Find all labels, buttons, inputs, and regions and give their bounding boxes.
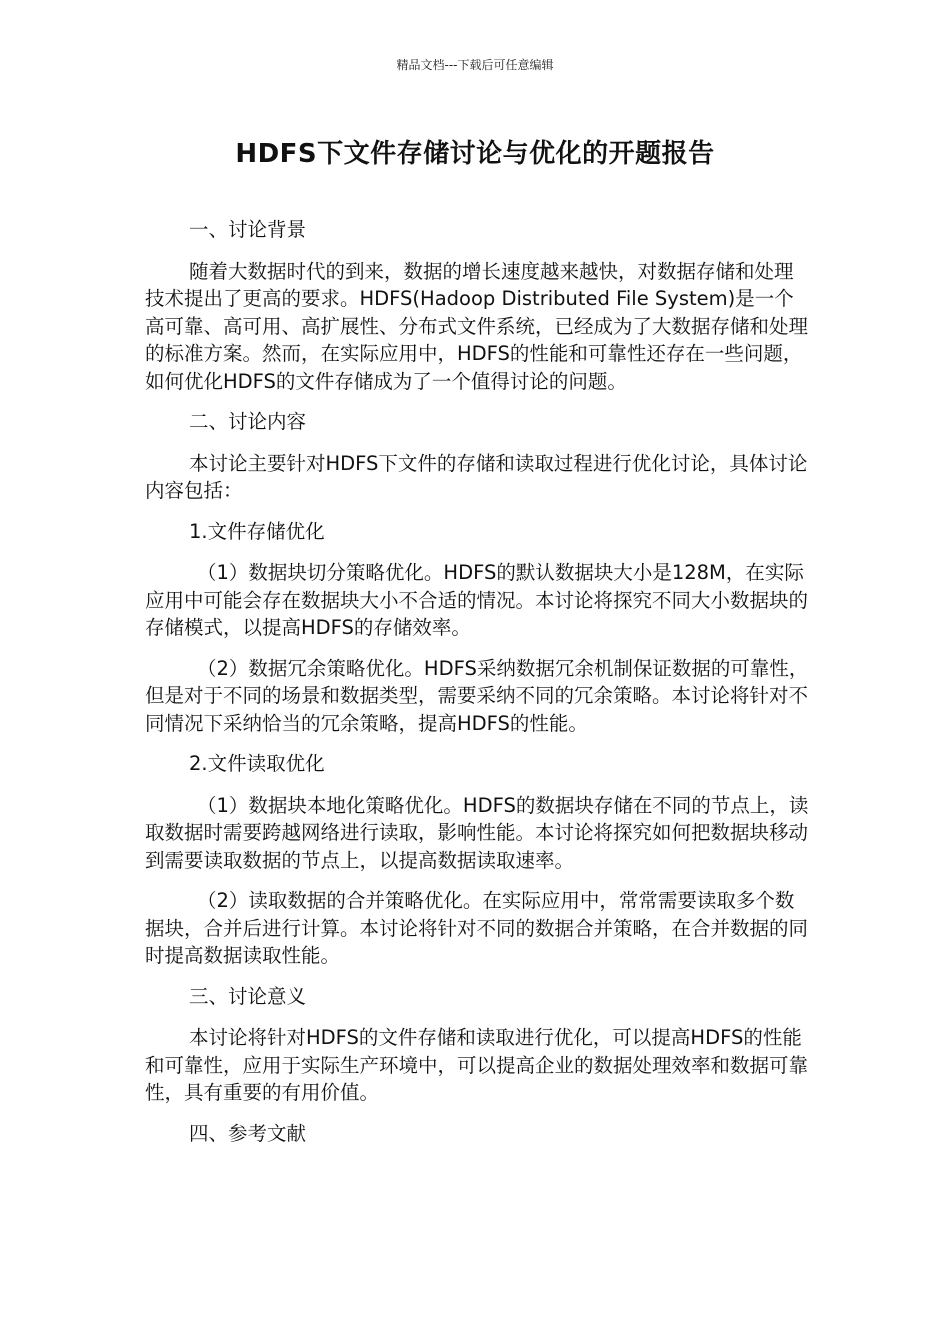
list-item-redundancy: （2）数据冗余策略优化。HDFS采纳数据冗余机制保证数据的可靠性，但是对于不同的场景和数据类型，需要采纳不同的冗余策略。本讨论将针对不同情况下采纳恰当的冗余策略，提高HDFS的性能。 [145, 656, 809, 735]
paragraph-content-intro: 本讨论主要针对HDFS下文件的存储和读取过程进行优化讨论，具体讨论内容包括： [145, 451, 808, 502]
list-item-block-split: （1）数据块切分策略优化。HDFS的默认数据块大小是128M，在实际应用中可能会存在数据块大小不合适的情况。本讨论将探究不同大小数据块的存储模式，以提高HDFS的存储效率。 [145, 561, 809, 639]
section-heading-background: 一、讨论背景 [189, 218, 307, 241]
document-body [145, 216, 810, 1161]
subsection-heading-storage: 1.文件存储优化 [189, 519, 325, 543]
document-title: HDFS下文件存储讨论与优化的开题报告 [235, 139, 715, 169]
section-heading-content: 二、讨论内容 [189, 410, 307, 433]
paragraph-background: 随着大数据时代的到来，数据的增长速度越来越快，对数据存储和处理技术提出了更高的要求。HDFS(Hadoop Distributed File System)是一个高可靠、高可用、高扩展性、分布式文件系统，已经成为了大数据存储和处理的标准方案。然而，在实际应用中，HDFS的性能和可靠性还存在一些问题，如何优化HDFS的文件存储成为了一个值得讨论的问题。 [145, 259, 809, 393]
paragraph-significance: 本讨论将针对HDFS的文件存储和读取进行优化，可以提高HDFS的性能和可靠性，应用于实际生产环境中，可以提高企业的数据处理效率和数据可靠性，具有重要的有用价值。 [145, 1026, 809, 1104]
page-header: 精品文档---下载后可任意编辑 [396, 58, 554, 72]
list-item-merge: （2）读取数据的合并策略优化。在实际应用中，常常需要读取多个数据块，合并后进行计算。本讨论将针对不同的数据合并策略，在合并数据的同时提高数据读取性能。 [145, 889, 809, 967]
subsection-heading-read: 2.文件读取优化 [189, 752, 325, 775]
section-heading-references: 四、参考文献 [189, 1121, 307, 1145]
section-heading-significance: 三、讨论意义 [189, 984, 307, 1008]
list-item-locality: （1）数据块本地化策略优化。HDFS的数据块存储在不同的节点上，读取数据时需要跨越网络进行读取，影响性能。本讨论将探究如何把数据块移动到需要读取数据的节点上，以提高数据读取速率。 [145, 793, 809, 872]
